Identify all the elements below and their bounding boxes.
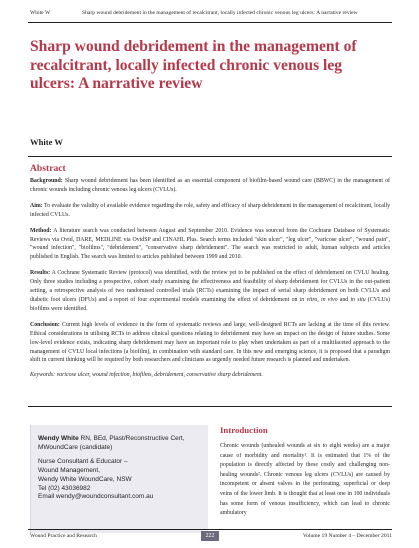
- author-box-role-2: Wound Management,: [38, 466, 101, 474]
- abstract-heading: Abstract: [30, 163, 66, 174]
- author-box-org: Wendy White WoundCare, NSW: [38, 475, 132, 483]
- abstract-aim: [30, 202, 390, 220]
- background-text: Sharp wound debridement has been identified as an essential component of biofilm-based wound care (BBWC) in the management of chronic wounds including chronic venous leg ulcers (CVLUs).: [30, 178, 391, 193]
- abstract-method: [30, 227, 390, 263]
- results-text: A Cochrane Systematic Review (protocol) was identified, with the review yet to be published on the effect of debridement on CVLU healing. Only three studies including a prospective, cohort study examining the effectiveness and feasibility of sharp debridement for CVLUs in the out-patient setting, a retrospective analysis of two randomised controlled trials (RCTs) examining the impact of serial sharp debridement on both CVLUs and diabetic foot ulcers (DFUs) and a report of four experimental models examining the effect of debridement on: [30, 270, 390, 303]
- page-footer: [30, 532, 392, 542]
- footer-journal: Wound Practice and Research: [30, 533, 97, 539]
- author-box-email[interactable]: Email wendy@woundconsultant.com.au: [38, 493, 154, 501]
- running-head-title: Sharp wound debridement in the management of recalcitrant, locally infected chronic venous leg ulcers: A narrative review: [82, 10, 358, 16]
- footer-rule: [28, 529, 392, 530]
- author-box-name: Wendy White: [38, 435, 79, 442]
- author-box-tel: Tel (02) 43036982: [38, 484, 91, 492]
- author-info-box: [30, 425, 208, 533]
- conclusion-label: Conclusion:: [30, 321, 60, 328]
- results-text-3: (CVLUs) biofilms were identified.: [30, 296, 390, 312]
- author-box-credentials: RN, BEd, Plast/Reconstructive Cert,: [78, 435, 185, 442]
- author-box-credentials-line: [38, 435, 202, 444]
- background-label: Background:: [30, 178, 63, 184]
- results-italic: in vitro, in vivo: [299, 296, 338, 303]
- abstract-rule: [28, 406, 392, 407]
- introduction-text: Chronic wounds (unhealed wounds at six to eight weeks) are a major cause of morbidity and mortality¹. It is estimated that 1% of the population is directly affected by these costly and challenging non-healing wounds². Chronic venous leg ulcers (CVLUs) are caused by incompetent or absent valves in the perforating, superficial or deep veins of the lower limb. It is thought that at least one in 100 individuals has some form of venous insufficiency, which can lead to chronic ambulatory: [220, 443, 390, 517]
- results-label: Results:: [30, 270, 51, 277]
- aim-label: Aim:: [30, 202, 43, 209]
- article-title: Sharp wound debridement in the management of recalcitrant, locally infected chronic venous leg ulcers: A narrative review: [30, 38, 357, 92]
- author-box-role: Nurse Consultant & Educator –: [38, 457, 128, 465]
- results-text-2: and: [337, 296, 351, 303]
- abstract-results: [30, 269, 390, 314]
- introduction-heading: Introduction: [220, 425, 268, 435]
- footer-issue: Volume 19 Number 4 – December 2011: [302, 533, 392, 539]
- author-rule: [28, 156, 392, 157]
- abstract-background: [30, 177, 390, 195]
- results-italic-2: in situ: [350, 296, 366, 303]
- top-rule: [28, 22, 392, 23]
- conclusion-text: Current high levels of evidence in the form of systematic reviews and large, well-designed RCTs are lacking at the time of this review. Ethical considerations in utilising RCTs to address clinical questions relating to debridement may have an impact on the design of future studies. Some low-level evidence exists, indicating sharp debridement may have an important role to play when undertaken as part of a multifaceted approach to the management of CVLU local infections (a biofilm), in combination with standard care. In this new and emerging science, it is proposed that a paradigm shift in current thinking will be required by both researchers and clinicians as urgently needed future research is planned and undertaken.: [30, 321, 390, 364]
- author-box-credentials-2: MWoundCare (candidate): [38, 443, 113, 451]
- abstract-conclusion: [30, 321, 390, 366]
- footer-page-number: 222: [201, 531, 219, 541]
- keywords: Keywords: varicose ulcer, wound infection, biofilms, debridement, conservative sharp debridement.: [30, 372, 263, 379]
- method-text: A literature search was conducted between August and September 2010. Evidence was sourced from the Cochrane Database of Systematic Reviews via Ovid, DARE, MEDLINE via OvidSP and CINAHL Plus. Search terms included "skin ulcer", "leg ulcer", "varicose ulcer", "wound pain", "wound infection", "biofilms", "debridement", "conservative sharp debridement". The search was restricted to adult, human subjects and articles published in English. The search was limited to articles published between 1999 and 2010.: [30, 227, 390, 261]
- abstract-body: [30, 177, 390, 387]
- running-head: [30, 9, 390, 21]
- article-author: White W: [30, 137, 64, 147]
- running-head-author: White W: [30, 10, 51, 16]
- aim-text: To evaluate the validity of available evidence regarding the role, safety and efficacy of sharp debridement in the management of recalcitrant, locally infected CVLUs.: [30, 202, 390, 218]
- method-label: Method:: [30, 227, 52, 234]
